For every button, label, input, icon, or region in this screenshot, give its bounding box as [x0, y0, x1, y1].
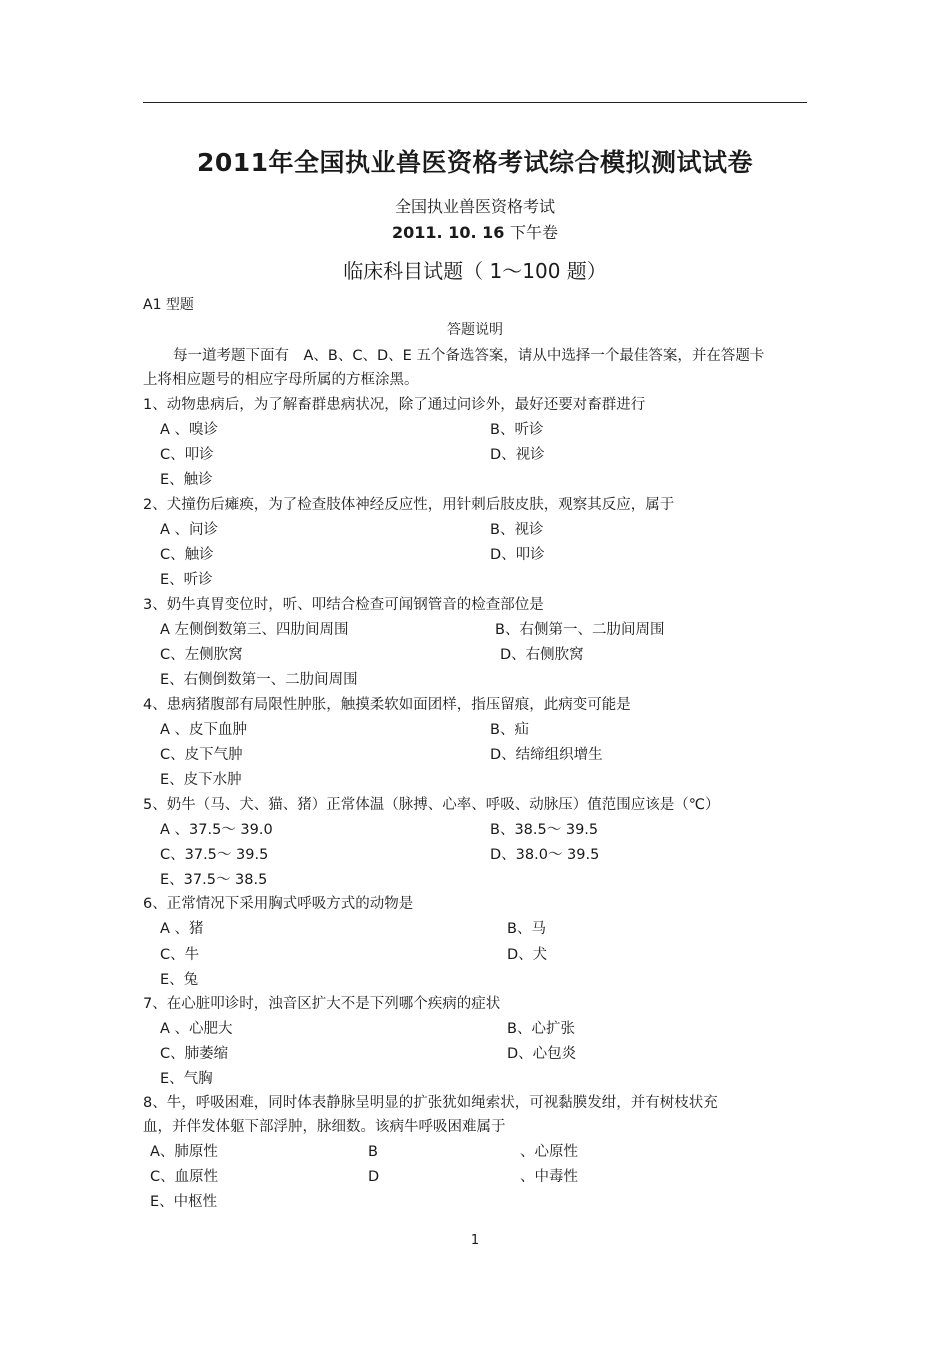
option: B	[368, 1144, 378, 1160]
option: B、疝	[490, 722, 529, 738]
option: C、37.5～ 39.5	[160, 847, 269, 863]
option: 、心原性	[520, 1144, 578, 1160]
option: A 、37.5～ 39.0	[160, 822, 273, 838]
question-stem: 6、正常情况下采用胸式呼吸方式的动物是	[143, 896, 414, 912]
option: A 、嗅诊	[160, 422, 219, 438]
option: D、38.0～ 39.5	[490, 847, 600, 863]
page-title: 2011年全国执业兽医资格考试综合模拟测试试卷	[196, 148, 754, 177]
option: E、37.5～ 38.5	[160, 872, 268, 888]
exam-date-value: 2011. 10. 16	[392, 223, 505, 242]
option: C、叩诊	[160, 447, 214, 463]
option: A 左侧倒数第三、四肋间周围	[160, 622, 349, 638]
option: D、右侧肷窝	[500, 647, 584, 663]
question-stem: 5、奶牛（马、犬、猫、猪）正常体温（脉搏、心率、呼吸、动脉压）值范围应该是（℃）	[143, 797, 720, 813]
question-stem: 3、奶牛真胃变位时，听、叩结合检查可闻钢管音的检查部位是	[143, 597, 544, 613]
question-type: A1 型题	[143, 297, 194, 313]
option: B、心扩张	[507, 1021, 575, 1037]
option: A 、问诊	[160, 522, 219, 538]
option: A 、猪	[160, 921, 204, 937]
option: E、听诊	[160, 572, 213, 588]
option: D、结缔组织增生	[490, 747, 603, 763]
option: B、38.5～ 39.5	[490, 822, 599, 838]
top-rule	[143, 102, 807, 103]
option: B、马	[507, 921, 546, 937]
option: C、血原性	[150, 1169, 219, 1185]
option: 、中毒性	[520, 1169, 578, 1185]
option: C、肺萎缩	[160, 1046, 229, 1062]
instructions-body: 每一道考题下面有 A、B、C、D、E 五个备选答案，请从中选择一个最佳答案，并在答题卡上将相应题号的相应字母所属的方框涂黑。	[143, 348, 765, 388]
option: E、兔	[160, 972, 199, 988]
option: E、气胸	[160, 1071, 213, 1087]
question-stem: 7、在心脏叩诊时，浊音区扩大不是下列哪个疾病的症状	[143, 996, 501, 1012]
option: E、右侧倒数第一、二肋间周围	[160, 672, 358, 688]
exam-session: 下午卷	[509, 223, 558, 242]
instructions-heading: 答题说明	[447, 322, 503, 338]
option: B、视诊	[490, 522, 544, 538]
question-stem: 4、患病猪腹部有局限性肿胀，触摸柔软如面团样，指压留痕，此病变可能是	[143, 697, 631, 713]
option: D	[368, 1169, 380, 1185]
option: D、心包炎	[507, 1046, 577, 1062]
question-stem: 1、动物患病后，为了解畜群患病状况，除了通过问诊外，最好还要对畜群进行	[143, 397, 646, 413]
option: B、右侧第一、二肋间周围	[495, 622, 665, 638]
option: C、触诊	[160, 547, 214, 563]
option: E、皮下水肿	[160, 772, 242, 788]
option: E、触诊	[160, 472, 213, 488]
option: C、牛	[160, 947, 200, 963]
option: D、犬	[507, 947, 548, 963]
question-stem: 8、牛，呼吸困难，同时体表静脉呈明显的扩张犹如绳索状，可视黏膜发绀，并有树枝状充血，并伴发体躯下部浮肿，脉细数。该病牛呼吸困难属于	[143, 1095, 718, 1135]
option: C、左侧肷窝	[160, 647, 243, 663]
section-title: 临床科目试题（ 1～100 题）	[343, 259, 607, 283]
exam-date	[0, 220, 950, 243]
option: D、叩诊	[490, 547, 545, 563]
page-number: 1	[470, 1233, 480, 1248]
option: A 、皮下血肿	[160, 722, 248, 738]
option: B、听诊	[490, 422, 544, 438]
option: A 、心肥大	[160, 1021, 233, 1037]
option: A、肺原性	[150, 1144, 218, 1160]
option: C、皮下气肿	[160, 747, 243, 763]
question-stem: 2、犬撞伤后瘫痪，为了检查肢体神经反应性，用针刺后肢皮肤，观察其反应，属于	[143, 497, 675, 513]
exam-name: 全国执业兽医资格考试	[394, 197, 555, 216]
option: D、视诊	[490, 447, 545, 463]
option: E、中枢性	[150, 1194, 218, 1210]
